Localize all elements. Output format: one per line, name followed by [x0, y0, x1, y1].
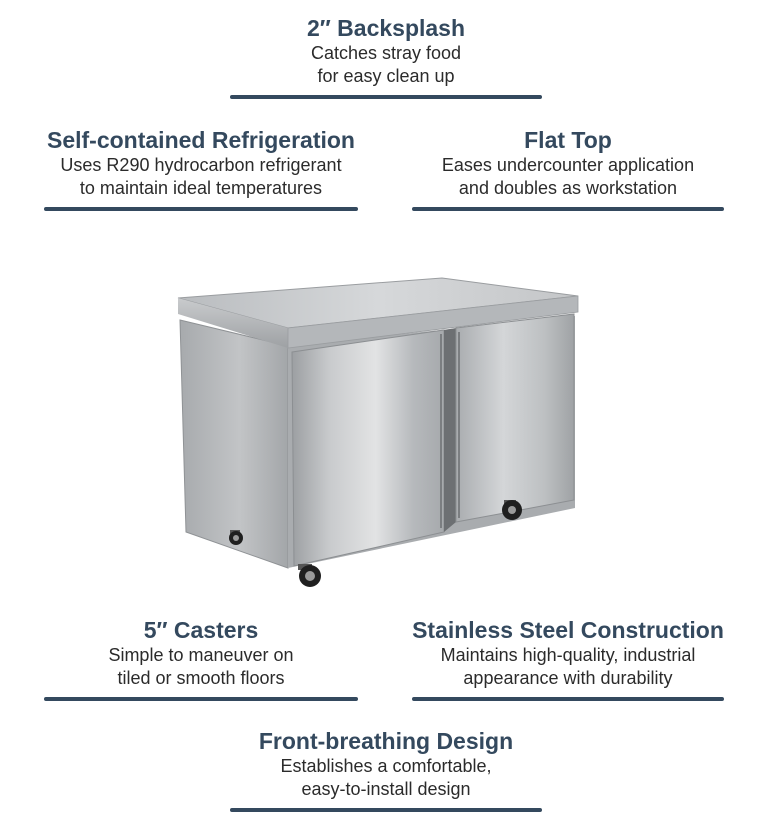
feature-backsplash — [230, 14, 542, 99]
feature-divider — [412, 697, 724, 701]
caster-front-left — [298, 564, 321, 587]
feature-title: Self-contained Refrigeration — [47, 127, 355, 153]
feature-description-line: tiled or smooth floors — [117, 668, 285, 688]
feature-front-breathing — [230, 727, 542, 812]
feature-title: 5″ Casters — [143, 617, 259, 643]
feature-divider — [412, 207, 724, 211]
feature-description-line: for easy clean up — [317, 66, 455, 86]
undercounter-refrigerator-image — [170, 268, 590, 598]
feature-description-line: easy-to-install design — [301, 779, 471, 799]
caster-front-right — [502, 500, 522, 520]
feature-divider — [44, 697, 358, 701]
feature-description-line: Maintains high-quality, industrial — [440, 645, 696, 665]
feature-description-line: and doubles as workstation — [458, 178, 678, 198]
right-door — [456, 314, 574, 522]
left-door — [292, 330, 444, 566]
feature-refrigeration — [44, 126, 358, 211]
feature-description-line: Simple to maneuver on — [108, 645, 294, 665]
feature-description-line: Establishes a comfortable, — [280, 756, 492, 776]
feature-divider — [44, 207, 358, 211]
door-gap — [444, 328, 456, 532]
feature-divider — [230, 808, 542, 812]
feature-description-line: Eases undercounter application — [441, 155, 695, 175]
feature-description-line: Uses R290 hydrocarbon refrigerant — [60, 155, 342, 175]
feature-flat-top — [412, 126, 724, 211]
feature-divider — [230, 95, 542, 99]
feature-title: Flat Top — [524, 127, 612, 153]
feature-title: 2″ Backsplash — [306, 15, 466, 41]
feature-stainless-steel — [412, 616, 724, 701]
feature-description-line: appearance with durability — [463, 668, 673, 688]
feature-description-line: Catches stray food — [310, 43, 462, 63]
feature-title: Front-breathing Design — [258, 728, 514, 754]
feature-casters — [44, 616, 358, 701]
feature-description-line: to maintain ideal temperatures — [79, 178, 323, 198]
feature-title: Stainless Steel Construction — [412, 617, 724, 643]
